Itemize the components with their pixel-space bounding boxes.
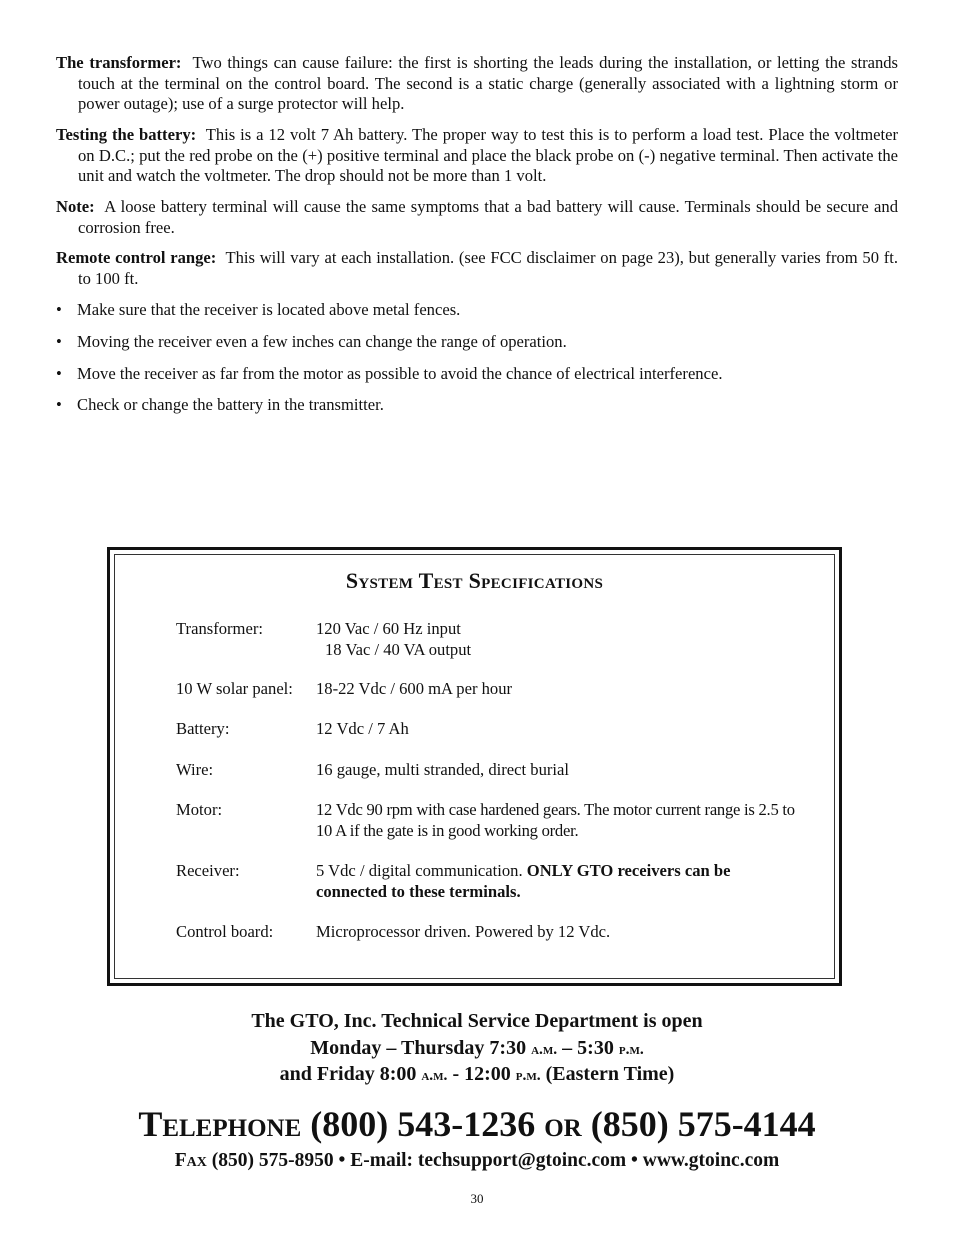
spec-label: Wire:	[176, 760, 214, 779]
bullet-icon: •	[56, 332, 62, 351]
bullet-text: Check or change the battery in the transmitter.	[77, 395, 384, 414]
fax-email-line	[0, 1150, 954, 1172]
bullet-text: Moving the receiver even a few inches can change the range of operation.	[77, 332, 567, 351]
spec-value: Microprocessor driven. Powered by 12 Vdc.	[316, 922, 611, 941]
bullet-icon: •	[56, 300, 62, 319]
fax-label: Fax	[174, 1150, 207, 1171]
page-number: 30	[470, 1191, 484, 1206]
phone-number-1: (800) 543-1236	[310, 1104, 536, 1144]
spec-label: 10 W solar panel:	[176, 679, 293, 698]
service-line-1: The GTO, Inc. Technical Service Department is open	[251, 1010, 703, 1032]
spec-label: Receiver:	[176, 861, 240, 880]
spec-value: 12 Vdc / 7 Ah	[316, 719, 409, 738]
spec-label: Control board:	[176, 922, 274, 941]
telephone-label: Telephone	[138, 1104, 302, 1144]
fax-email-web: (850) 575-8950 • E-mail: techsupport@gtoinc.com • www.gtoinc.com	[211, 1150, 780, 1171]
paragraph-label: Testing the battery:	[56, 125, 197, 144]
spec-label: Battery:	[176, 719, 230, 738]
paragraph-text: This will vary at each installation. (see FCC disclaimer on page 23), but generally varies from 50 ft. to 100 ft.	[78, 248, 899, 288]
bullet-icon: •	[56, 395, 62, 414]
paragraph-label: Note:	[56, 197, 95, 216]
paragraph-note	[56, 197, 898, 238]
spec-value: 16 gauge, multi stranded, direct burial	[316, 760, 569, 779]
spec-value-bold: ONLY GTO receivers can be connected to these terminals.	[316, 861, 731, 901]
telephone-line	[0, 1103, 954, 1145]
spec-value	[316, 619, 796, 660]
phone-number-2: (850) 575-4144	[590, 1104, 816, 1144]
specs-title: System Test Specifications	[345, 568, 604, 593]
paragraph-label: The transformer:	[56, 53, 182, 72]
bullet-text: Move the receiver as far from the motor as possible to avoid the chance of electrical interference.	[77, 364, 723, 383]
spec-value	[316, 861, 796, 902]
spec-value: 18-22 Vdc / 600 mA per hour	[316, 679, 513, 698]
spec-value-line: 18 Vac / 40 VA output	[325, 639, 472, 659]
bullet-icon: •	[56, 364, 62, 383]
or-text: or	[544, 1104, 582, 1144]
service-line-3: and Friday 8:00 a.m. - 12:00 p.m. (Eastern Time)	[279, 1063, 675, 1085]
paragraph-transformer	[56, 53, 898, 115]
spec-value: 12 Vdc 90 rpm with case hardened gears. The motor current range is 2.5 to 10 A if the gate is in good working order.	[316, 800, 795, 840]
paragraph-text: Two things can cause failure: the first is shorting the leads during the installation, or letting the strands touch at the terminal on the control board. The second is a static charge (generally associated with a lightning storm or power outage); use of a surge protector will help.	[78, 53, 899, 114]
spec-value-line: 120 Vac / 60 Hz input	[316, 619, 461, 638]
bullet-text: Make sure that the receiver is located above metal fences.	[77, 300, 461, 319]
paragraph-text: A loose battery terminal will cause the same symptoms that a bad battery will cause. Terminals should be secure and corrosion free.	[78, 197, 898, 237]
spec-label: Transformer:	[176, 619, 263, 638]
paragraph-testing-battery	[56, 125, 898, 187]
paragraph-text: This is a 12 volt 7 Ah battery. The proper way to test this is to perform a load test. Place the voltmeter on D.C.; put the red probe on the (+) positive terminal and place the black probe on (-) negative terminal. Then activate the unit and watch the voltmeter. The drop should not be more than 1 volt.	[78, 125, 899, 186]
paragraph-label: Remote control range:	[56, 248, 217, 267]
spec-label: Motor:	[176, 800, 223, 819]
service-line-2: Monday – Thursday 7:30 a.m. – 5:30 p.m.	[310, 1037, 644, 1059]
paragraph-remote-range	[56, 248, 898, 289]
spec-value-text: 5 Vdc / digital communication.	[316, 861, 523, 880]
